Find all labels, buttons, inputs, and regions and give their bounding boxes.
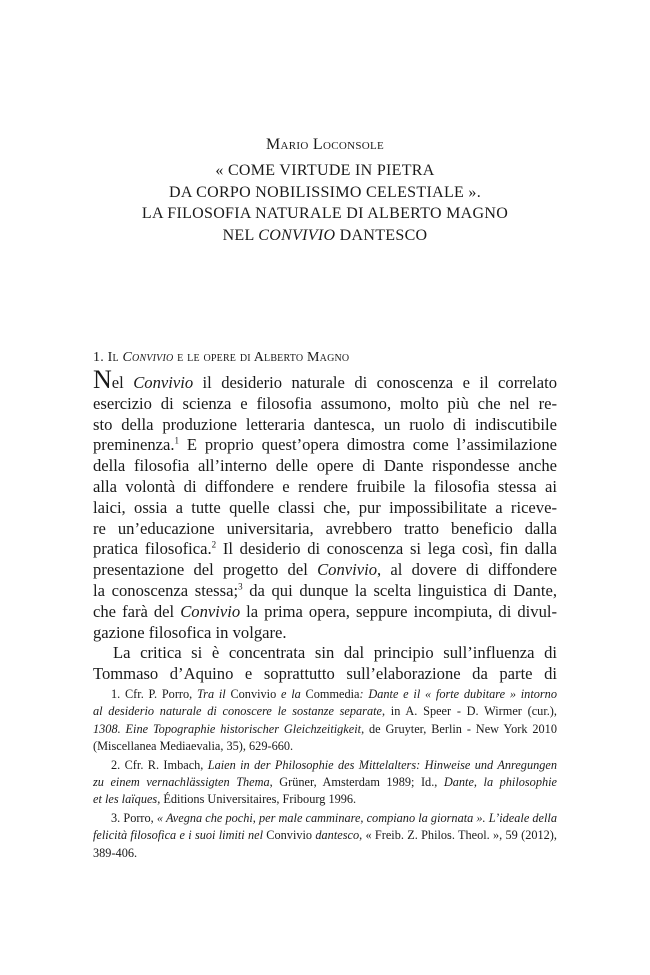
footnote-line: (Miscellanea Mediaevalia, 35), 629-660. xyxy=(93,739,294,754)
text-line xyxy=(93,581,557,602)
text-run: , in A. Speer - D. Wirmer (cur.), xyxy=(382,704,557,719)
text-run: , « Freib. Z. Philos. Theol. », 59 (2012), xyxy=(359,828,557,843)
text-line: La critica si è concentrata sin dal principio sull’influenza di xyxy=(113,643,557,663)
italic-run: Convivio xyxy=(133,373,194,392)
footnote-line xyxy=(93,810,557,827)
text-line xyxy=(93,602,557,623)
text-run: 2. Cfr. R. Imbach, xyxy=(111,757,208,772)
italic-run: zu einem vernachlässigten Thema xyxy=(93,775,270,790)
text-line: esercizio di scienza e filosofia assumono, molto più che nel re- xyxy=(93,393,557,413)
title-line: « COME VIRTUDE IN PIETRA xyxy=(215,162,435,179)
title-text: DANTESCO xyxy=(335,226,428,244)
text-line xyxy=(93,539,557,560)
footnote-ref[interactable]: 2 xyxy=(211,539,217,550)
text-run: Il desiderio di conoscenza si lega così, fin dalla xyxy=(216,539,557,559)
text-run: il desiderio naturale di conoscenza e il correlato xyxy=(193,373,558,392)
text-run: , de Gruyter, Berlin - New York 2010 xyxy=(361,721,557,736)
text-run: Commedia xyxy=(300,687,360,701)
italic-run: Convivio xyxy=(317,560,377,580)
italic-run: Laien in der Philosophie des Mittelalters: Hinweise und Anregungen xyxy=(207,757,557,772)
text-line: Tommaso d’Aquino e soprattutto sull’elaborazione da parte di xyxy=(93,664,557,684)
title-line xyxy=(0,225,650,247)
text-run: pratica filosofica. xyxy=(93,539,212,559)
drop-cap: N xyxy=(93,365,112,394)
italic-run: felicità filosofica e i suoi limiti nel xyxy=(93,828,264,843)
text-run: Convivio xyxy=(263,828,316,843)
text-run: , Éditions Universitaires, Fribourg 1996. xyxy=(157,792,357,807)
footnote-ref[interactable]: 1 xyxy=(174,435,180,446)
italic-run: « Avegna che pochi, per male camminare, compiano la giornata ». L’ideale della xyxy=(156,810,557,825)
text-run: , al dovere di diffondere xyxy=(377,560,557,580)
footnote-line xyxy=(93,774,557,791)
text-run: la prima opera, seppure incompiuta, di divul- xyxy=(240,601,558,621)
text-run: presentazione del progetto del xyxy=(93,560,318,580)
footnote-1 xyxy=(93,686,557,756)
text-run: Convivio xyxy=(225,687,281,701)
text-line: re un’educazione universitaria, avrebbero tratto beneficio dalla xyxy=(93,518,557,538)
title-italic-text: CONVIVIO xyxy=(258,226,336,244)
text-line: laici, ossia a tutte quelle classi che, pur impossibilitate a riceve- xyxy=(93,497,557,517)
text-line: sto della produzione letteraria dantesca, un ruolo di indiscutibile xyxy=(93,414,557,434)
title-line: LA FILOSOFIA NATURALE DI ALBERTO MAGNO xyxy=(141,205,509,222)
italic-run: Dante, la philosophie xyxy=(443,775,557,790)
body-text xyxy=(93,365,558,685)
footnote-line xyxy=(93,791,557,808)
footnote-line xyxy=(93,721,557,738)
footnotes xyxy=(93,686,557,863)
italic-run: : Dante e il « forte dubitare » intorno xyxy=(359,687,557,701)
text-run: la conoscenza stessa; xyxy=(93,580,239,600)
article-title xyxy=(0,160,650,246)
text-run: da qui dunque la scelta linguistica di Dante, xyxy=(242,580,557,600)
footnote-2 xyxy=(93,757,557,809)
italic-run: Convivio xyxy=(180,601,241,621)
italic-run: dantesco xyxy=(315,828,360,843)
text-run: preminenza. xyxy=(93,435,175,455)
title-line: DA CORPO NOBILISSIMO CELESTIALE ». xyxy=(169,183,481,201)
section-heading-text: 1. Il xyxy=(93,350,123,365)
italic-run: et les laïques xyxy=(93,792,158,807)
italic-run: 1308. Eine Topographie historischer Gleichzeitigkeit xyxy=(93,721,362,736)
text-line: alla volontà di diffondere e rendere fruibile la filosofia stessa ai xyxy=(93,476,557,496)
footnote-line: 389-406. xyxy=(93,845,138,860)
text-run: , Grüner, Amsterdam 1989; Id., xyxy=(269,775,444,790)
title-text: NEL xyxy=(222,226,259,244)
footnote-line xyxy=(93,827,557,844)
text-line: della filosofia all’interno delle opere di Dante rispondesse anche xyxy=(93,456,557,476)
author-name: Mario Loconsole xyxy=(265,136,385,153)
text-run: 1. Cfr. P. Porro, xyxy=(111,687,197,701)
footnote-3 xyxy=(93,810,557,862)
italic-run: Tra il xyxy=(197,687,226,701)
text-line xyxy=(93,560,557,581)
italic-run: al desiderio naturale di conoscere le sostanze separate xyxy=(93,704,382,719)
footnote-line xyxy=(93,686,557,703)
text-line xyxy=(93,435,557,456)
footnote-ref[interactable]: 3 xyxy=(238,581,243,592)
text-run: che farà del xyxy=(93,601,181,621)
footnote-line xyxy=(93,703,557,720)
footnote-line xyxy=(93,757,557,774)
text-line xyxy=(93,365,558,394)
section-heading-text: e le opere di Alberto Magno xyxy=(173,350,350,365)
italic-run: e la xyxy=(280,687,301,701)
section-heading-italic: Convivio xyxy=(122,350,174,365)
text-run: E proprio quest’opera dimostra come l’assimilazione xyxy=(179,435,557,455)
text-run: 3. Porro, xyxy=(111,810,157,825)
text-run: el xyxy=(111,373,134,392)
section-heading xyxy=(93,350,563,366)
text-line: gazione filosofica in volgare. xyxy=(93,622,287,642)
